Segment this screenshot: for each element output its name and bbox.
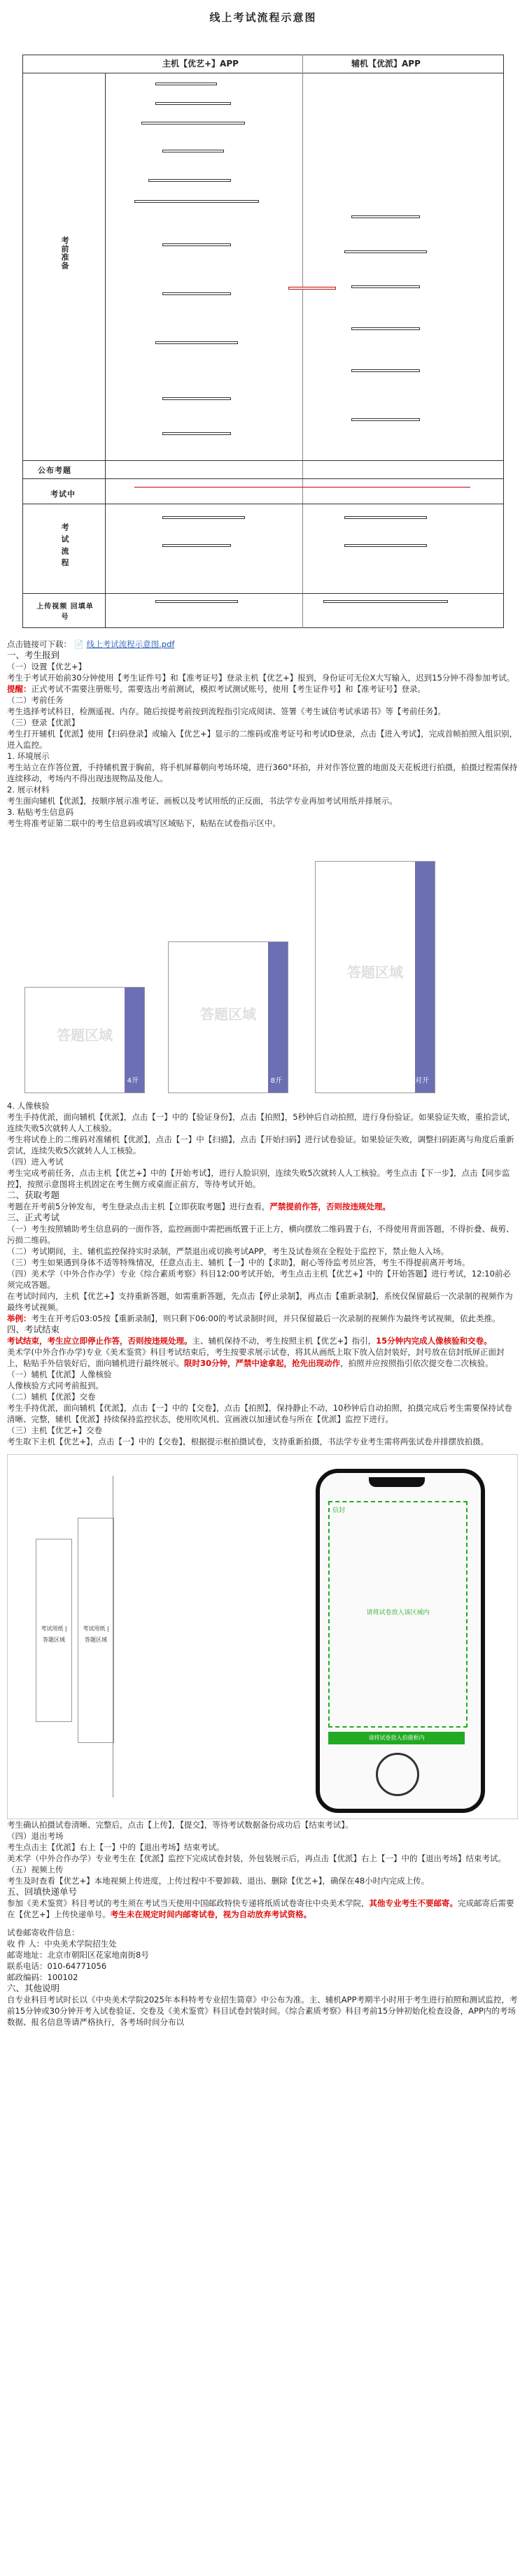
section-submit-label: 上传视频 回填单号 bbox=[36, 603, 94, 621]
paper-right bbox=[78, 1518, 114, 1743]
frame-right-line bbox=[503, 55, 504, 628]
s5-text-body: 参加《美术鉴赏》科目考试的考生须在考试当天使用中国邮政特快专递将纸质试卷寄往中央美术学院， bbox=[7, 1898, 370, 1908]
flow-node bbox=[162, 150, 224, 152]
s1-3-title: （三）登录【优派】 bbox=[7, 718, 80, 727]
flow-node bbox=[344, 516, 427, 519]
s1-3-c-text: 考生将准考证第二联中的考生信息码或填写区域贴下，粘贴在试卷指示区中。 bbox=[7, 818, 281, 828]
s6-title: 六、其他说明 bbox=[7, 1983, 60, 1993]
phone-mockup bbox=[316, 1469, 485, 1813]
phone-notch bbox=[369, 1477, 425, 1487]
s5-warning2: 考生未在规定时间内邮寄试卷，视为自动放弃考试资格。 bbox=[110, 1909, 312, 1919]
flow-node bbox=[344, 544, 427, 547]
flow-node bbox=[162, 516, 245, 519]
s1-5-title: （四）进入考试 bbox=[7, 1157, 64, 1167]
paper-left-label: 考试用纸 | 答题区域 bbox=[41, 1625, 67, 1643]
s4-warning2: 15分钟内完成人像核验和交卷。 bbox=[376, 1336, 492, 1346]
s1-2-text: 考生选择考试科目，检测遥视、内存。随后按提考前按到流程指引完成阅读、签署《考生诚信考试承诺书》等【考前任务】。 bbox=[7, 706, 446, 716]
s5-warning: 其他专业考生不要邮寄。 bbox=[369, 1898, 458, 1908]
s4-text: 主、辅机保持不动，考生按照主机【优艺+】指引， bbox=[192, 1336, 377, 1346]
frame-left-line bbox=[22, 55, 23, 628]
flow-node bbox=[141, 122, 245, 124]
paper-size-label: 8开 bbox=[270, 1077, 282, 1085]
app-headers bbox=[22, 57, 504, 71]
s4-5: （五）视频上传 bbox=[7, 1865, 64, 1874]
aux-app-label: 辅机【优派】APP bbox=[351, 59, 421, 69]
download-prefix: 点击链接可下载： bbox=[7, 639, 71, 649]
s3-text1: （一）考生按照辅助考生信息码的一面作答，监控画面中需把画纸置于正上方，横向摆放二维码置于右，不得使用背面答题，不得折叠、裁剪、污损二维码。 bbox=[7, 1224, 514, 1245]
envelope-label: 信封 bbox=[332, 1507, 346, 1514]
s3-text5: 在考试时间内，主机【优艺+】支持重新答题，如需重新答题，先点击【停止录制】，再点击【重新录制】，系统仅保留最后一次录制的视频作为最终考试视频。 bbox=[7, 1291, 513, 1312]
flow-node bbox=[155, 83, 217, 85]
s4-3-text2: 考生确认拍摄试卷清晰、完整后，点击【上传】，【提交】，等待考试数据备份成功后【结束考试】。 bbox=[7, 1820, 353, 1830]
paper-right-label: 考试用纸 | 答题区域 bbox=[83, 1625, 109, 1643]
instructions-content bbox=[7, 633, 518, 2028]
s4-4-text2: 美术学（中外合作办学）专业考生在【优派】监控下完成试卷封装，外包装展示后，再点击【优派】右上【一】中的【退出考场】结束考试。 bbox=[7, 1853, 506, 1863]
s1-1-text: 考生于考试开始前30分钟使用【考生证件号】和【准考证号】登录主机【优艺+】报到，身份证可无位X大写输入，迟到15分钟不得参加考试。 bbox=[7, 673, 515, 683]
main-app-label: 主机【优艺+】APP bbox=[162, 59, 239, 69]
flow-node bbox=[351, 327, 420, 330]
flow-node bbox=[155, 102, 231, 105]
s3-text4: （四）美术学（中外合作办学）专业《综合素质考察》科目12:00考试开始，考生点击主机【优艺+】中的【开始答题】进行考试，12:10前必须完成答题。 bbox=[7, 1269, 511, 1290]
s4-text2 bbox=[7, 1346, 518, 1369]
s4-2-text: 考生手持优派，面向辅机【优派】，点击【一】中的【交卷】，点击【拍照】，保持静止不动，10秒钟后自动拍照，拍摄完成后考生需要保持试卷清晰、完整，辅机【优派】持续保持监控状态，使用吹风机、宣画液以加速试卷与所在【优派】监控下进行。 bbox=[7, 1403, 512, 1424]
s1-3-a-text: 考生站立在作答位置，手持辅机置于胸前，将手机屏幕朝向考场环境，进行360°环拍，并对作答位置的地面及天花板进行拍摄，拍摄过程需保持连续移动，考场内不得出现违规物品及他人。 bbox=[7, 762, 518, 783]
center-divider bbox=[302, 55, 303, 628]
section-exam-label: 考试中 bbox=[50, 490, 76, 499]
timeline-line bbox=[134, 487, 470, 488]
s2-title: 二、获取考题 bbox=[7, 1190, 60, 1200]
section-exam-sub-label: 公布考题 bbox=[38, 466, 71, 475]
s4-1: （一）辅机【优派】人像核验 bbox=[7, 1369, 112, 1379]
row-line-4 bbox=[22, 593, 504, 594]
flow-node bbox=[162, 243, 231, 246]
paper-left bbox=[36, 1539, 72, 1722]
addr-recipient: 收 件 人：中央美术学院招生处 bbox=[7, 1939, 117, 1949]
flow-node-warning bbox=[288, 287, 336, 290]
s4-5-text: 考生及时查看【优艺+】本地视频上传进度，上传过程中不要卸载、退出、删除【优艺+】，确保在48小时内完成上传。 bbox=[7, 1876, 430, 1886]
flow-node bbox=[155, 600, 238, 603]
paper-4k bbox=[24, 987, 145, 1093]
s6-text: 自专业科目考试时长以《中央美术学院2025年本科特考专业招生简章》中公布为准。主、辅机APP考期半小时用于考生进行拍照和测试监控，考前15分钟或30分钟开考入试卷验证、交卷及《美术鉴赏》科目试卷封装时间。《综合素质考察》科目考前15分钟初始化检查设备，APP内的考场数据、报名信息等请严格执行，各考场时间分布以 bbox=[7, 1995, 518, 2027]
s1-3-b-text: 考生面向辅机【优派】，按顺序展示准考证、画板以及考试用纸的正反面，书法学专业再加考试用纸并排展示。 bbox=[7, 796, 398, 806]
s2-warning: 严禁提前作答，否则按违规处理。 bbox=[269, 1202, 391, 1211]
s4-3-text: 考生取下主机【优艺+】，点击【一】中的【交卷】，根据提示框拍摄试卷，支持重新拍摄，书法学专业考生需将两张试卷并排摆放拍摄。 bbox=[7, 1437, 489, 1446]
s4-title: 四、考试结束 bbox=[7, 1324, 60, 1335]
section-prep-label: 考前准备 bbox=[60, 236, 69, 270]
s4-intro bbox=[7, 1335, 518, 1346]
flow-node bbox=[351, 285, 420, 288]
s4-warning: 考试结束，考生应立即停止作答，否则按违规处理。 bbox=[7, 1336, 192, 1346]
row-line-2 bbox=[22, 478, 504, 479]
projection-lines bbox=[113, 1476, 323, 1798]
paper-size-label: 对开 bbox=[415, 1077, 429, 1085]
flow-node bbox=[134, 200, 259, 203]
flow-title: 线上考试流程示意图 bbox=[209, 11, 317, 24]
label-column-line bbox=[105, 73, 106, 628]
addr-postcode: 邮政编码：100102 bbox=[7, 1972, 78, 1982]
photo-scheme-illustration bbox=[7, 1454, 518, 1819]
s1-1-note bbox=[7, 683, 518, 695]
flow-node bbox=[162, 397, 231, 400]
download-link[interactable]: 线上考试流程示意图.pdf bbox=[86, 639, 175, 649]
s4-1-text: 人像核验方式同考前报到。 bbox=[7, 1381, 104, 1390]
flow-node bbox=[323, 600, 448, 603]
flow-node bbox=[351, 215, 420, 218]
capture-button[interactable]: 请将试卷放入拍摄框内 bbox=[328, 1732, 465, 1744]
s4-warning3: 限时30分钟，严禁中途拿起，抢先出现动作 bbox=[184, 1358, 341, 1368]
s4-2: （二）辅机【优派】交卷 bbox=[7, 1392, 96, 1402]
flow-node bbox=[162, 432, 231, 435]
s1-3-c: 3. 粘贴考生信息码 bbox=[7, 807, 74, 817]
capture-hint: 请将试卷放入该区域内 bbox=[366, 1609, 430, 1616]
flow-node bbox=[155, 341, 238, 344]
flow-node bbox=[351, 369, 420, 372]
mail-address-block bbox=[7, 1927, 518, 1983]
s4-4-text: 考生点击主【优派】右上【一】中的【退出考场】结束考试。 bbox=[7, 1842, 225, 1852]
s1-5-text: 考生完成考前任务，点击主机【优艺+】中的【开始考试】，进行人脸识别，连续失败5次就转人人工核验。考生点击【下一步】，点击【同步监控】，按照示意图将主机固定在考生侧方或桌面正前方，等待考试开始。 bbox=[7, 1168, 510, 1189]
answer-area-watermark: 答题区域 bbox=[347, 964, 403, 981]
s5-title: 五、回填快递单号 bbox=[7, 1886, 78, 1897]
s1-3-a: 1. 环境展示 bbox=[7, 751, 50, 761]
paper-size-illustration bbox=[7, 834, 518, 1100]
answer-area-watermark: 答题区域 bbox=[57, 1027, 113, 1044]
s3-text2: （二）考试期间，主、辅机监控保持实时录制，严禁退出或切换考试APP，考生及试卷须在全程处于监控下，禁止他人入场。 bbox=[7, 1246, 449, 1256]
addr-phone: 联系电话：010-64771056 bbox=[7, 1961, 107, 1971]
s1-4-text: 考生手持优派，面向辅机【优派】，点击【一】中的【验证身份】，点击【拍照】，5秒钟后自动拍照，进行身份验证。如果验证失败，重拍尝试，连续失败5次就转人人工核验。 bbox=[7, 1112, 516, 1133]
addr-title: 试卷邮寄收件信息： bbox=[7, 1928, 80, 1937]
s1-2-title: （二）考前任务 bbox=[7, 695, 64, 705]
note-label: 提醒： bbox=[7, 684, 31, 694]
flow-node bbox=[162, 292, 231, 295]
download-line bbox=[7, 639, 518, 650]
s1-1-title: （一）设置【优艺+】 bbox=[7, 662, 87, 671]
s1-title: 一、考生报到 bbox=[7, 650, 60, 660]
example-label: 举例： bbox=[7, 1314, 31, 1323]
s3-text3: （三）考生如果遇到身体不适等特殊情况，任意点击主、辅机【一】中的【求助】，耐心等待监考员应答，考生不得提前离开考场。 bbox=[7, 1258, 470, 1267]
example-text: 考生在开考后03:05按【重新录制】，则只剩下06:00的考试录制时间，并只保留最后一次录制的视频作为最终考试视频，依此类推。 bbox=[31, 1314, 500, 1323]
flow-node bbox=[351, 418, 420, 421]
capture-frame bbox=[328, 1501, 468, 1728]
s4-3: （三）主机【优艺+】交卷 bbox=[7, 1425, 103, 1435]
paper-8k bbox=[168, 941, 288, 1093]
s5-text2: 完成邮寄后需要在【优艺+】上传快递单号。 bbox=[7, 1898, 514, 1919]
s1-4: 4. 人像核验 bbox=[7, 1101, 50, 1111]
s3-title: 三、正式考试 bbox=[7, 1212, 60, 1223]
flow-node bbox=[344, 250, 427, 253]
s5-text bbox=[7, 1898, 518, 1920]
note-text: 正式考试不需要注册账号，需要选出考前测试，模拟考试测试账号，使用【考生证件号】和【准考证号】登录。 bbox=[31, 684, 426, 694]
addr-address: 邮寄地址：北京市朝阳区花家地南街8号 bbox=[7, 1950, 149, 1960]
s1-4-text2: 考生将试卷上的二维码对准辅机【优派】，点击【一】中【扫描】，点击【开始扫码】进行试卷验证。如果验证失败，调整扫码距离与角度后重新尝试，连续失败5次就转人人工核验。 bbox=[7, 1134, 514, 1155]
s4-4: （四）退出考场 bbox=[7, 1831, 64, 1841]
pdf-icon: 📄 bbox=[73, 639, 84, 649]
s4-text2-body: 美术学(中外合作办学)专业《美术鉴赏》科目考试结束后，考生按要求展示试卷，将其从画纸上取下放入信封装好，封号放在信封纸屏正面封上，粘贴手外信装好后，面向辅机进行最终展示。 bbox=[7, 1347, 505, 1368]
s1-3-text: 考生打开辅机【优派】使用【扫码登录】或输入【优艺+】显示的二维码或准考证号和考试ID登录，点击【进入考试】，完成首帧拍照入组识别，进入监控。 bbox=[7, 729, 518, 750]
paper-duikai bbox=[315, 861, 435, 1093]
s2-text-body: 考题在开考前5分钟发布，考生登录点击主机【立即获取考题】进行查看， bbox=[7, 1202, 270, 1211]
flow-node bbox=[162, 544, 231, 547]
s4-text3: ，拍照并应按照指引依次提交卷二次核验。 bbox=[340, 1358, 493, 1368]
s2-text bbox=[7, 1201, 518, 1212]
answer-area-watermark: 答题区域 bbox=[200, 1006, 256, 1023]
flow-diagram bbox=[22, 6, 504, 628]
flow-node bbox=[148, 179, 231, 182]
section-exam-flow-label: 考 试 流 程 bbox=[60, 523, 69, 567]
shutter-button[interactable] bbox=[376, 1753, 419, 1796]
frame-bottom-line bbox=[22, 627, 504, 628]
row-line-1 bbox=[22, 460, 504, 461]
s1-3-b: 2. 展示材料 bbox=[7, 785, 50, 795]
paper-size-label: 4开 bbox=[127, 1077, 139, 1085]
s3-text6 bbox=[7, 1313, 518, 1324]
